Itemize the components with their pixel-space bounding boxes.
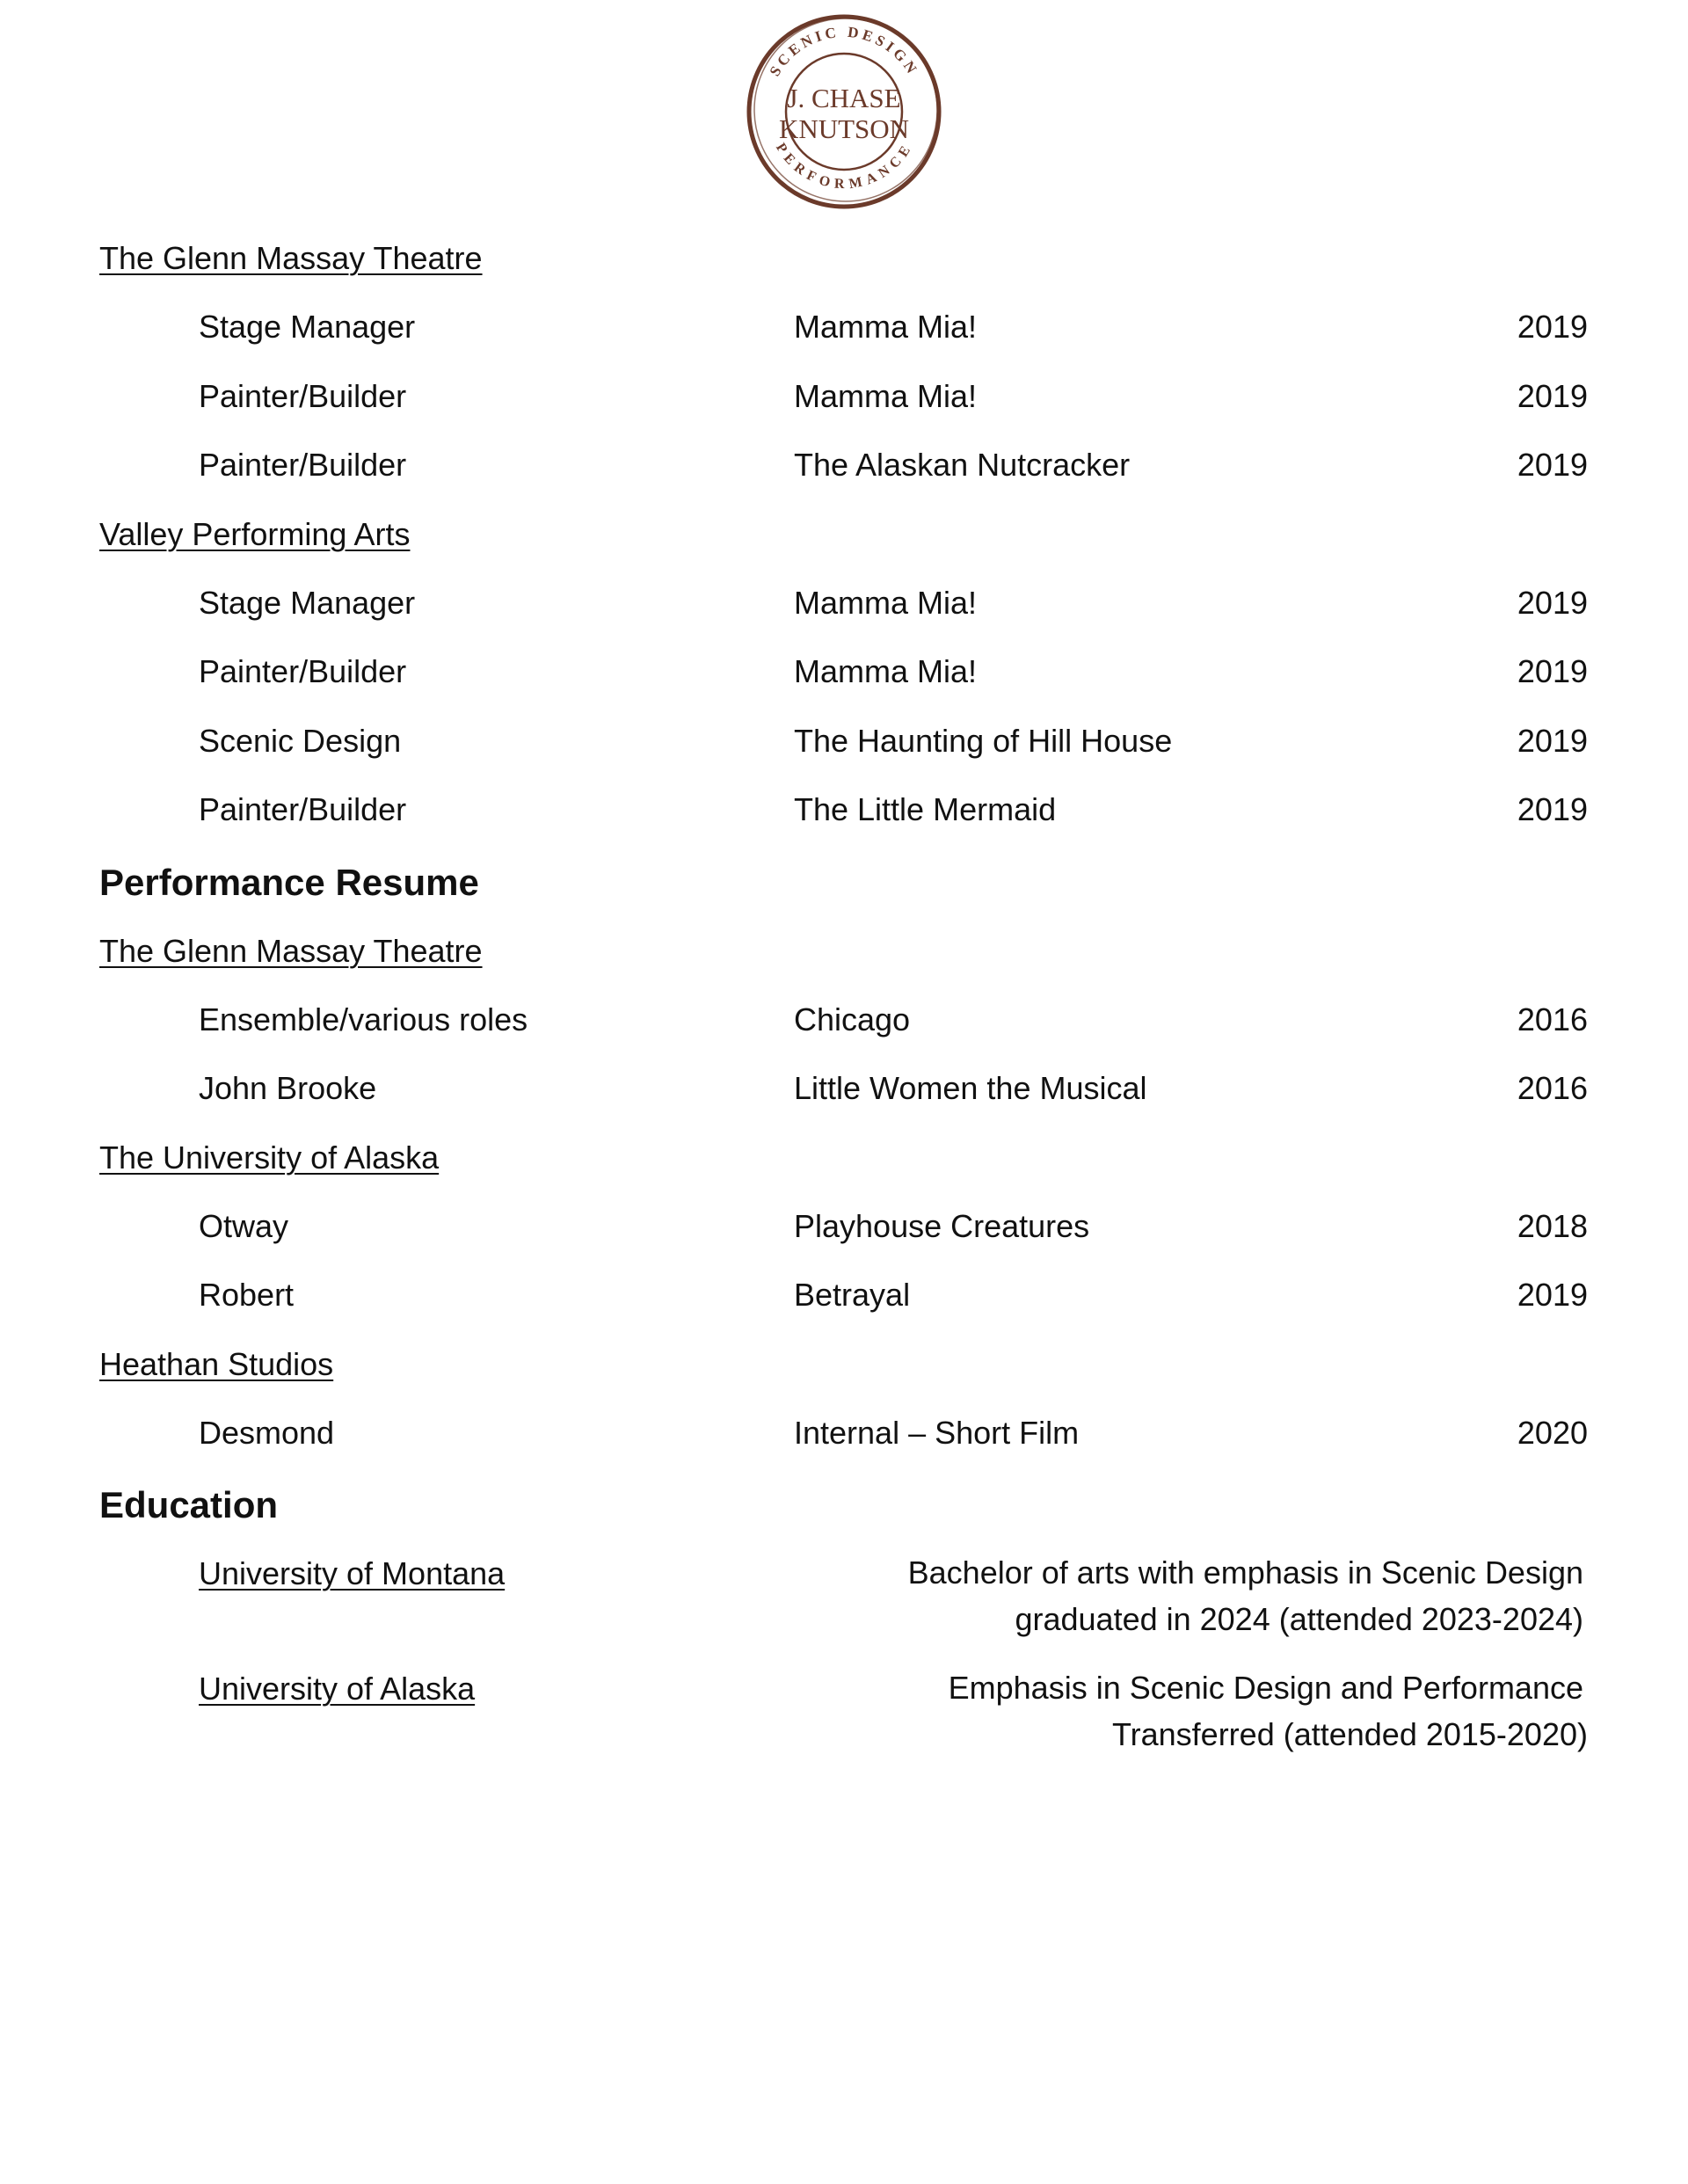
credit-row bbox=[99, 579, 1588, 648]
credit-year: 2019 bbox=[1517, 309, 1588, 345]
credit-role: John Brooke bbox=[199, 1070, 377, 1106]
credit-show: Mamma Mia! bbox=[794, 377, 978, 414]
org-heading: The University of Alaska bbox=[99, 1139, 440, 1176]
credit-role: Scenic Design bbox=[199, 722, 402, 759]
credit-year: 2020 bbox=[1517, 1414, 1588, 1451]
education-item bbox=[99, 1549, 1588, 1664]
org-heading: The Glenn Massay Theatre bbox=[99, 932, 483, 969]
education-item bbox=[99, 1664, 1588, 1780]
credit-year: 2019 bbox=[1517, 584, 1588, 621]
resume-content bbox=[99, 234, 1588, 1780]
credit-year: 2019 bbox=[1517, 377, 1588, 414]
credit-role: Robert bbox=[199, 1277, 295, 1313]
credit-role: Stage Manager bbox=[199, 309, 416, 345]
education-detail bbox=[908, 1549, 1583, 1642]
credit-year: 2019 bbox=[1517, 791, 1588, 827]
org-heading: The Glenn Massay Theatre bbox=[99, 240, 483, 276]
credit-show: Mamma Mia! bbox=[794, 309, 978, 345]
school-name: University of Alaska bbox=[199, 1671, 476, 1707]
credit-show: The Little Mermaid bbox=[794, 791, 1057, 827]
credit-row bbox=[99, 440, 1588, 510]
credit-show: Mamma Mia! bbox=[794, 653, 978, 689]
credit-row bbox=[99, 302, 1588, 372]
credit-row bbox=[99, 995, 1588, 1065]
credit-show: Internal – Short Film bbox=[794, 1414, 1080, 1451]
credit-row bbox=[99, 1064, 1588, 1133]
education-detail-line1: Bachelor of arts with emphasis in Scenic Design bbox=[907, 1554, 1583, 1591]
credit-role: Desmond bbox=[199, 1414, 335, 1451]
education-detail-line1: Emphasis in Scenic Design and Performance bbox=[948, 1670, 1583, 1706]
credit-row bbox=[99, 647, 1588, 717]
section-title-education: Education bbox=[99, 1484, 279, 1525]
credit-show: The Alaskan Nutcracker bbox=[794, 447, 1131, 483]
credit-role: Otway bbox=[199, 1207, 289, 1244]
credit-role: Painter/Builder bbox=[199, 791, 407, 827]
credit-show: Chicago bbox=[794, 1001, 911, 1037]
org-heading: Valley Performing Arts bbox=[99, 515, 411, 552]
credit-row bbox=[99, 372, 1588, 441]
logo-name-line2: KNUTSON bbox=[778, 113, 910, 144]
credit-year: 2016 bbox=[1517, 1001, 1588, 1037]
logo-bottom-arc-text: PERFORMANCE bbox=[772, 141, 916, 193]
org-heading: Heathan Studios bbox=[99, 1345, 334, 1382]
credit-row bbox=[99, 717, 1588, 786]
credit-role: Painter/Builder bbox=[199, 377, 407, 414]
section-title-performance: Performance Resume bbox=[99, 861, 479, 903]
credit-year: 2019 bbox=[1517, 722, 1588, 759]
credit-show: Playhouse Creatures bbox=[794, 1207, 1090, 1244]
credit-year: 2018 bbox=[1517, 1207, 1588, 1244]
logo-top-arc-text: SCENIC DESIGN bbox=[766, 23, 922, 80]
credit-row bbox=[99, 1409, 1588, 1478]
credit-role: Ensemble/various roles bbox=[199, 1001, 528, 1037]
logo-seal bbox=[741, 9, 947, 215]
credit-role: Stage Manager bbox=[199, 584, 416, 621]
credit-year: 2019 bbox=[1517, 653, 1588, 689]
education-detail bbox=[948, 1664, 1588, 1758]
credit-role: Painter/Builder bbox=[199, 653, 407, 689]
credit-show: Mamma Mia! bbox=[794, 584, 978, 621]
credit-row bbox=[99, 785, 1588, 855]
credit-show: Betrayal bbox=[794, 1277, 911, 1313]
logo-name-line1: J. CHASE bbox=[787, 83, 901, 113]
credit-row bbox=[99, 1270, 1588, 1340]
credit-year: 2019 bbox=[1517, 447, 1588, 483]
credit-role: Painter/Builder bbox=[199, 447, 407, 483]
credit-show: The Haunting of Hill House bbox=[794, 722, 1173, 759]
education-detail-line2: graduated in 2024 (attended 2023-2024) bbox=[1015, 1601, 1583, 1637]
credit-show: Little Women the Musical bbox=[794, 1070, 1147, 1106]
credit-row bbox=[99, 1202, 1588, 1271]
credit-year: 2019 bbox=[1517, 1277, 1588, 1313]
school-name: University of Montana bbox=[199, 1555, 506, 1591]
credit-year: 2016 bbox=[1517, 1070, 1588, 1106]
education-detail-line2: Transferred (attended 2015-2020) bbox=[1111, 1716, 1588, 1752]
